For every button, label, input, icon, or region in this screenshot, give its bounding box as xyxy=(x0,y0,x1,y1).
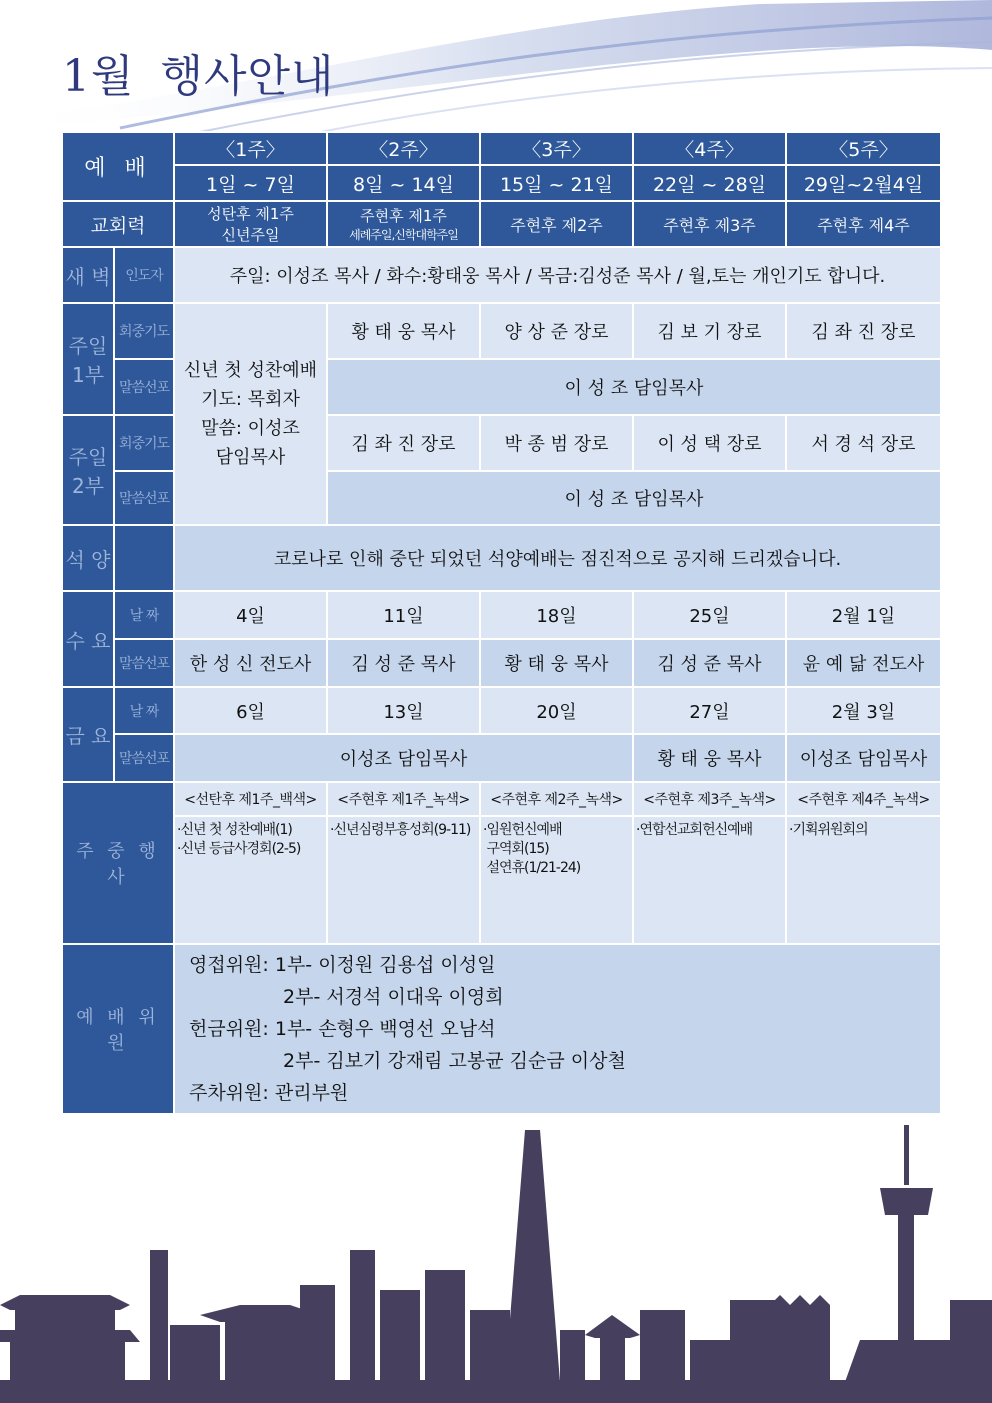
sermon-label: 말씀선포 xyxy=(114,734,174,782)
dawn-label: 새 벽 xyxy=(62,247,114,303)
week1-communion-cell xyxy=(174,303,327,525)
calendar-line1: 주현후 제1주 xyxy=(360,207,447,225)
dawn-leaders: 주일: 이성조 목사 / 화수:황태웅 목사 / 목금:김성준 목사 / 월,토는 개인기도 합니다. xyxy=(174,247,941,303)
wednesday-preacher: 김 성 준 목사 xyxy=(327,639,480,687)
sermon-label: 말씀선포 xyxy=(114,471,174,525)
prayer-leader: 서 경 석 장로 xyxy=(786,415,941,471)
friday-label: 금 요 xyxy=(62,687,114,782)
calendar-cell: 주현후 제2주 xyxy=(480,201,633,247)
evening-notice: 코로나로 인해 중단 되었던 석양예배는 점진적으로 공지해 드리겠습니다. xyxy=(174,525,941,591)
sunday1-label-line2: 1부 xyxy=(71,363,105,387)
staff-line: 헌금위원: 1부- 손형우 백영선 오남석 xyxy=(189,1018,496,1040)
events-week-head: <주현후 제4주_녹색> xyxy=(786,782,941,816)
prayer-leader: 김 보 기 장로 xyxy=(633,303,786,359)
events-week-head: <선탄후 제1주_백색> xyxy=(174,782,327,816)
wednesday-preacher: 황 태 웅 목사 xyxy=(480,639,633,687)
friday-preacher-w4: 황 태 웅 목사 xyxy=(633,734,786,782)
friday-date: 27일 xyxy=(633,687,786,734)
date-range-row xyxy=(62,165,941,201)
friday-preacher-w5: 이성조 담임목사 xyxy=(786,734,941,782)
friday-date: 2월 3일 xyxy=(786,687,941,734)
calendar-cell: 주현후 제3주 xyxy=(633,201,786,247)
wednesday-preacher: 한 성 신 전도사 xyxy=(174,639,327,687)
calendar-line2: 세례주일,신학대학주일 xyxy=(349,228,458,242)
date-range: 22일 ~ 28일 xyxy=(633,165,786,201)
events-list xyxy=(480,816,633,944)
sunday2-label xyxy=(62,415,114,525)
wednesday-date: 25일 xyxy=(633,591,786,639)
events-list xyxy=(786,816,941,944)
sermon-preacher: 이 성 조 담임목사 xyxy=(327,471,941,525)
worship-label: 예 배 xyxy=(62,132,174,201)
staff-list xyxy=(174,944,941,1114)
communion-line: 담임목사 xyxy=(215,447,286,468)
week-label: 〈3주〉 xyxy=(480,132,633,165)
event-item: ·임원헌신예배 xyxy=(483,822,562,838)
staff-line: 영접위원: 1부- 이정원 김용섭 이성일 xyxy=(189,954,496,976)
friday-date-row xyxy=(62,687,941,734)
week-header-row xyxy=(62,132,941,165)
sermon-label: 말씀선포 xyxy=(114,359,174,415)
calendar-line2: 신년주일 xyxy=(221,226,280,244)
event-item: 설연휴(1/21-24) xyxy=(483,860,581,876)
friday-preacher-main: 이성조 담임목사 xyxy=(174,734,633,782)
friday-date: 13일 xyxy=(327,687,480,734)
prayer-leader: 박 종 범 장로 xyxy=(480,415,633,471)
events-list xyxy=(327,816,480,944)
events-body-row xyxy=(62,816,941,944)
prayer-leader: 김 좌 진 장로 xyxy=(786,303,941,359)
date-range: 29일~2월4일 xyxy=(786,165,941,201)
friday-date: 6일 xyxy=(174,687,327,734)
week-label: 〈4주〉 xyxy=(633,132,786,165)
prayer-leader: 김 좌 진 장로 xyxy=(327,415,480,471)
event-item: 구역회(15) xyxy=(483,841,549,857)
prayer-label: 회중기도 xyxy=(114,303,174,359)
events-list xyxy=(633,816,786,944)
calendar-cell xyxy=(174,201,327,247)
events-week-head: <주현후 제1주_녹색> xyxy=(327,782,480,816)
wednesday-preacher: 김 성 준 목사 xyxy=(633,639,786,687)
wednesday-preacher-row xyxy=(62,639,941,687)
communion-line: 기도: 목회자 xyxy=(201,389,300,410)
wednesday-date: 2월 1일 xyxy=(786,591,941,639)
staff-line: 주차위원: 관리부원 xyxy=(189,1082,349,1104)
wednesday-date: 4일 xyxy=(174,591,327,639)
staff-line: 2부- 김보기 강재림 고봉균 김순금 이상철 xyxy=(283,1050,626,1072)
title-label: 행사안내 xyxy=(160,51,335,102)
title-month: 1월 xyxy=(62,51,135,102)
prayer-leader: 이 성 택 장로 xyxy=(633,415,786,471)
wednesday-preacher: 윤 예 닮 전도사 xyxy=(786,639,941,687)
events-list xyxy=(174,816,327,944)
dawn-sub-label: 인도자 xyxy=(114,247,174,303)
sermon-preacher: 이 성 조 담임목사 xyxy=(327,359,941,415)
evening-label: 석 양 xyxy=(62,525,114,591)
event-item: ·기획위원회의 xyxy=(789,822,868,838)
sermon-label: 말씀선포 xyxy=(114,639,174,687)
calendar-label: 교회력 xyxy=(62,201,174,247)
communion-line: 신년 첫 성찬예배 xyxy=(183,360,318,381)
communion-line: 말씀: 이성조 xyxy=(201,418,300,439)
sunday1-label-line1: 주일 xyxy=(68,334,108,358)
event-item: ·신년심령부흥성회(9-11) xyxy=(330,822,471,838)
wednesday-date: 18일 xyxy=(480,591,633,639)
event-item: ·신년 등급사경회(2-5) xyxy=(177,841,301,857)
evening-row xyxy=(62,525,941,591)
date-range: 8일 ~ 14일 xyxy=(327,165,480,201)
events-week-head: <주현후 제3주_녹색> xyxy=(633,782,786,816)
friday-preacher-row xyxy=(62,734,941,782)
sunday2-label-line2: 2부 xyxy=(71,474,105,498)
evening-sub-blank xyxy=(114,525,174,591)
schedule-table xyxy=(61,131,942,1115)
staff-line: 2부- 서경석 이대욱 이영희 xyxy=(283,986,504,1008)
week-label: 〈2주〉 xyxy=(327,132,480,165)
date-label: 날 짜 xyxy=(114,687,174,734)
calendar-row xyxy=(62,201,941,247)
date-label: 날 짜 xyxy=(114,591,174,639)
prayer-label: 회중기도 xyxy=(114,415,174,471)
events-head-row xyxy=(62,782,941,816)
event-item: ·연합선교회헌신예배 xyxy=(636,822,753,838)
date-range: 15일 ~ 21일 xyxy=(480,165,633,201)
sunday2-label-line1: 주일 xyxy=(68,445,108,469)
date-range: 1일 ~ 7일 xyxy=(174,165,327,201)
week-label: 〈1주〉 xyxy=(174,132,327,165)
dawn-row xyxy=(62,247,941,303)
wednesday-label: 수 요 xyxy=(62,591,114,687)
wednesday-date-row xyxy=(62,591,941,639)
seoul-skyline-illustration xyxy=(0,1110,992,1403)
calendar-cell xyxy=(327,201,480,247)
sunday1-label xyxy=(62,303,114,415)
event-item: ·신년 첫 성찬예배(1) xyxy=(177,822,292,838)
prayer-leader: 양 상 준 장로 xyxy=(480,303,633,359)
friday-date: 20일 xyxy=(480,687,633,734)
sunday1-prayer-row xyxy=(62,303,941,359)
staff-row xyxy=(62,944,941,1114)
events-label: 주 중 행 사 xyxy=(62,782,174,944)
page-title xyxy=(62,40,335,104)
staff-label: 예 배 위 원 xyxy=(62,944,174,1114)
wednesday-date: 11일 xyxy=(327,591,480,639)
events-week-head: <주현후 제2주_녹색> xyxy=(480,782,633,816)
calendar-line1: 성탄후 제1주 xyxy=(207,205,294,223)
week-label: 〈5주〉 xyxy=(786,132,941,165)
prayer-leader: 황 태 웅 목사 xyxy=(327,303,480,359)
calendar-cell: 주현후 제4주 xyxy=(786,201,941,247)
